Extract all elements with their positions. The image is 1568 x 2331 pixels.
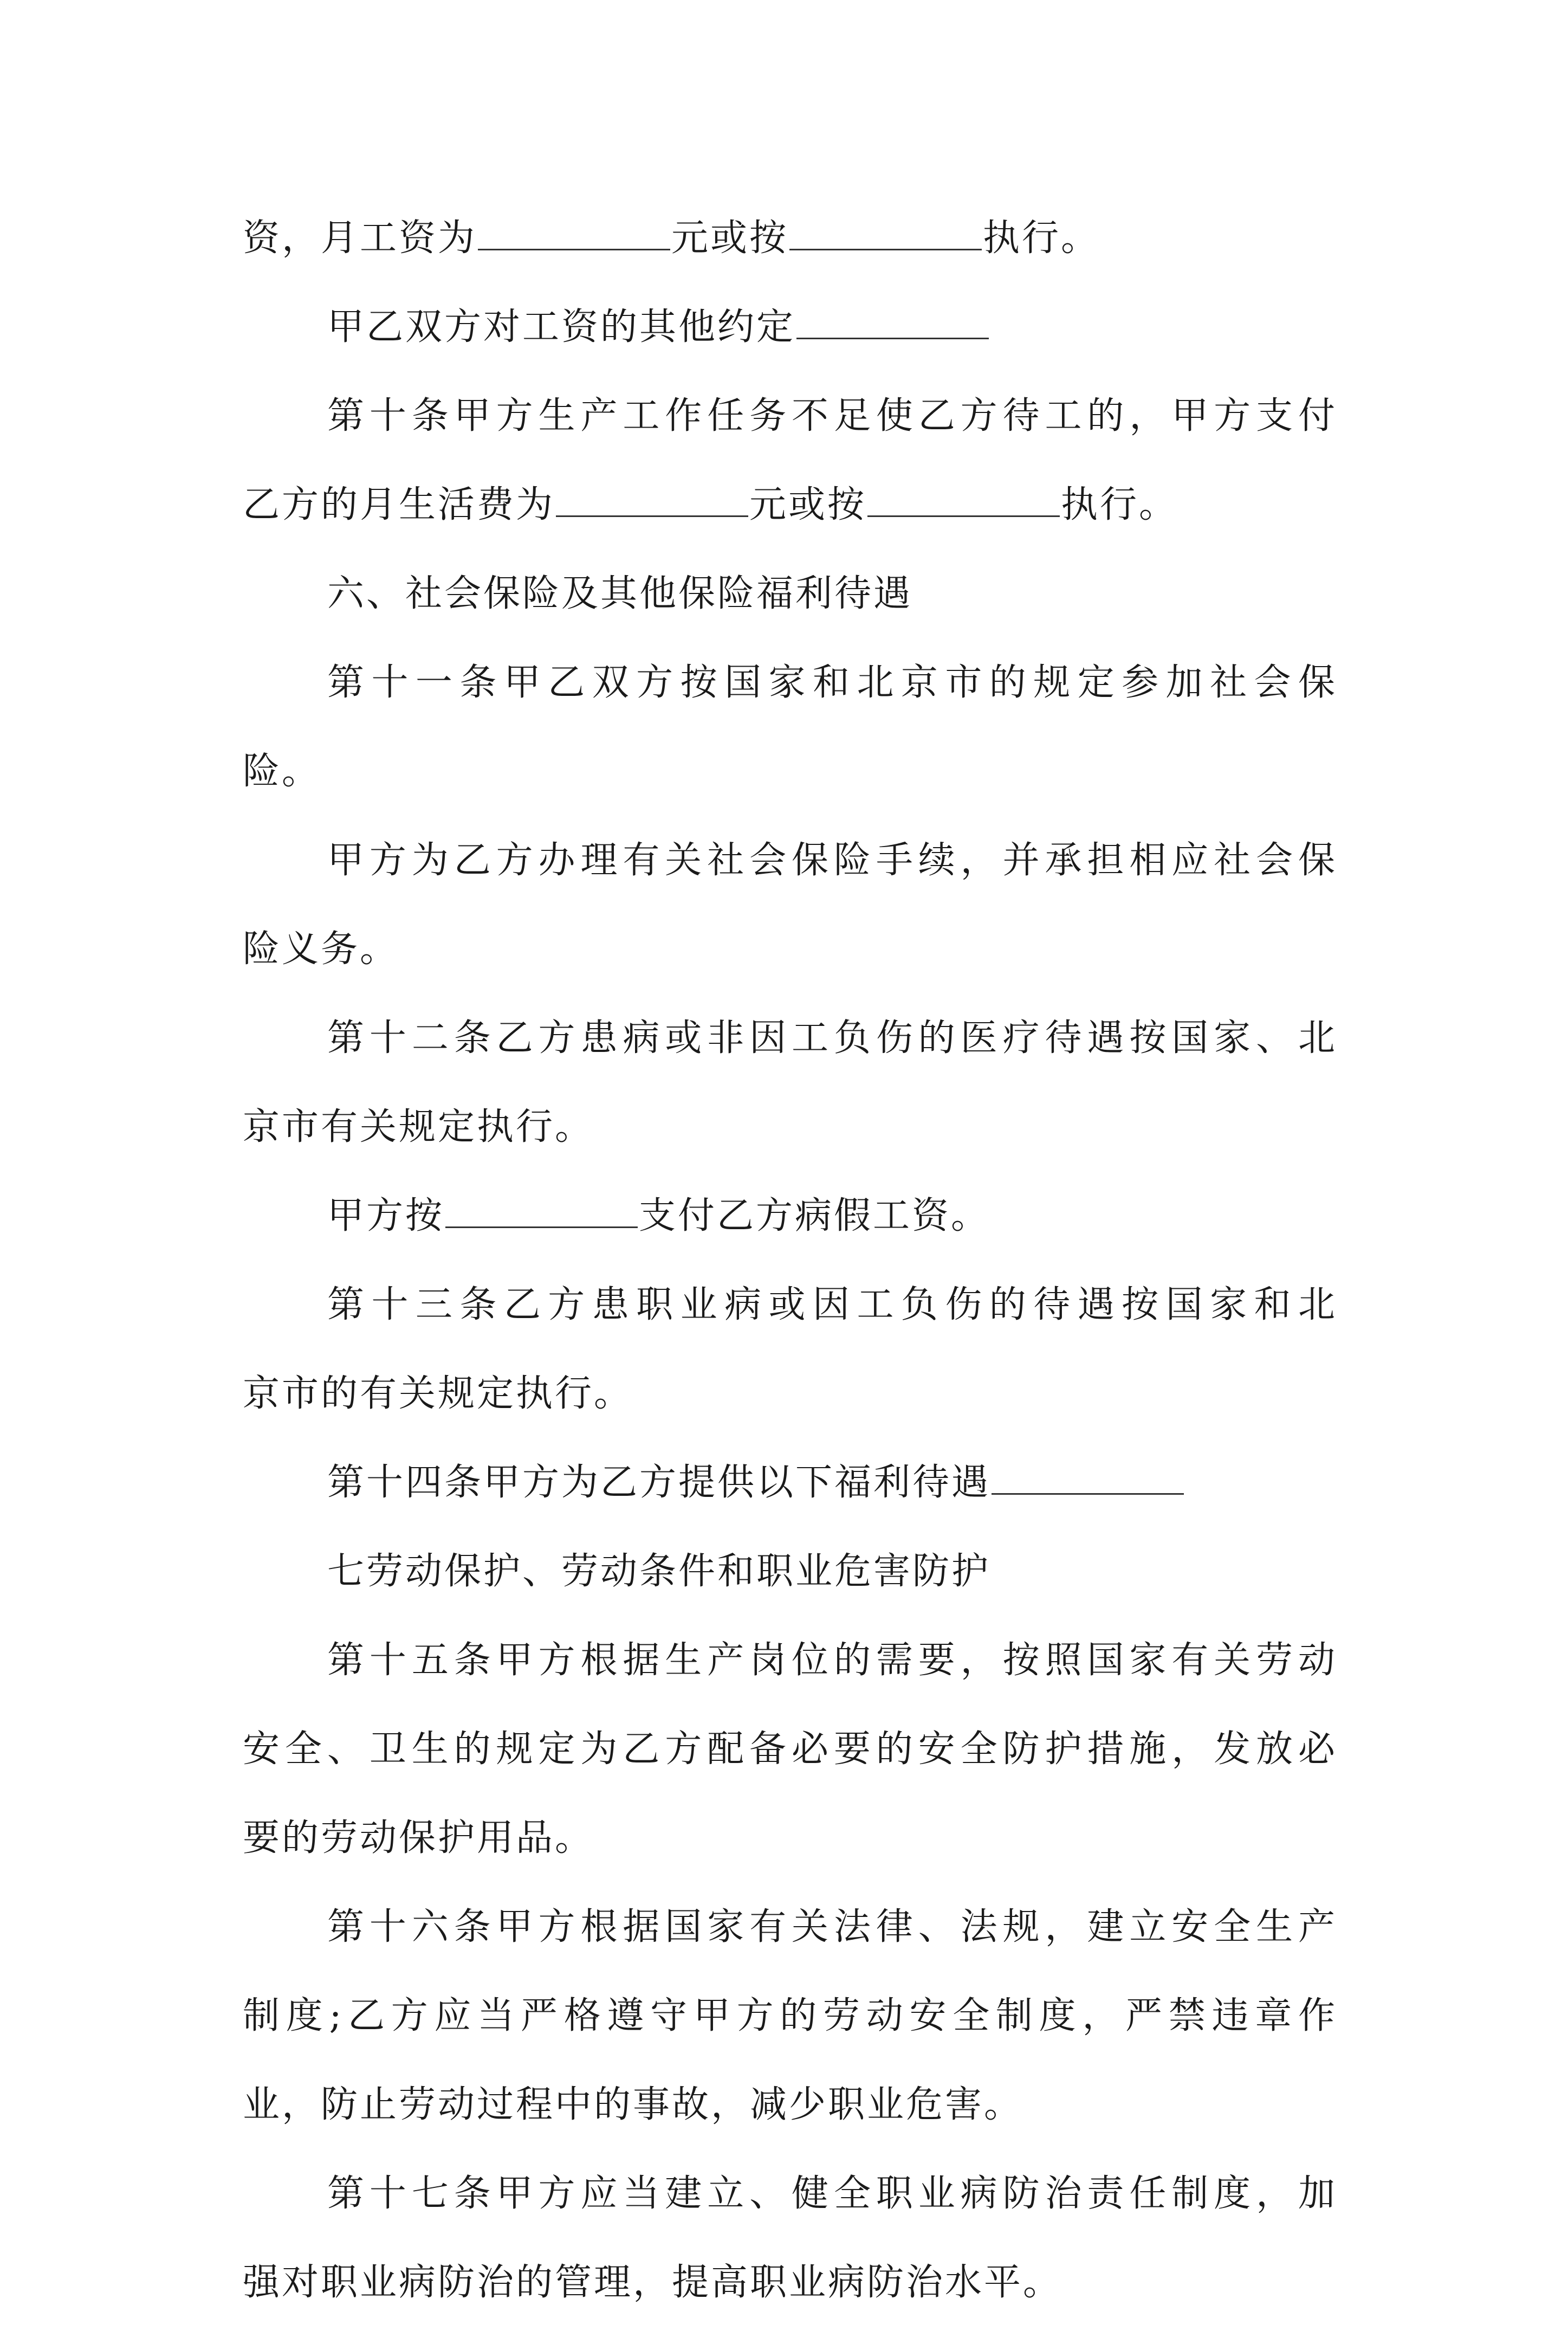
- text-line-13: 第十三条乙方患职业病或因工负伤的待遇按国家和北: [327, 1283, 1337, 1326]
- text-line-20: 第十六条甲方根据国家有关法律、法规，建立安全生产: [327, 1906, 1337, 1948]
- fill-blank-wage-basis: [789, 214, 982, 250]
- line-12-part-2: 支付乙方病假工资。: [639, 1194, 990, 1237]
- fill-blank-monthly-wage: [478, 214, 670, 250]
- text-line-9: 险义务。: [243, 928, 399, 971]
- text-line-7: 险。: [243, 750, 321, 793]
- text-line-21: 制度;乙方应当严格遵守甲方的劳动安全制度，严禁违章作: [243, 1994, 1337, 2037]
- line-4-part-2: 元或按: [749, 483, 867, 526]
- line-1-part-1: 资，月工资为: [243, 217, 477, 260]
- line-4-part-1: 乙方的月生活费为: [243, 483, 555, 526]
- line-2-part-1: 甲乙双方对工资的其他约定: [327, 306, 796, 348]
- text-line-1: [243, 198, 1337, 287]
- line-1-part-3: 执行。: [983, 217, 1100, 260]
- fill-blank-living-allowance: [556, 481, 748, 517]
- section-heading-6: 六、社会保险及其他保险福利待遇: [327, 572, 913, 615]
- line-1-part-2: 元或按: [671, 217, 789, 260]
- fill-blank-welfare: [992, 1458, 1184, 1495]
- text-line-10: 第十二条乙方患病或非因工负伤的医疗待遇按国家、北: [327, 1017, 1337, 1060]
- fill-blank-sick-pay-basis: [445, 1192, 638, 1228]
- text-line-2: [243, 287, 1337, 376]
- text-line-12: [243, 1176, 1337, 1264]
- text-line-3: 第十条甲方生产工作任务不足使乙方待工的，甲方支付: [327, 395, 1337, 437]
- text-line-4: [243, 464, 1337, 553]
- section-heading-7: 七劳动保护、劳动条件和职业危害防护: [327, 1550, 991, 1593]
- line-12-part-1: 甲方按: [327, 1194, 445, 1237]
- fill-blank-other-wage-terms: [796, 303, 989, 339]
- line-4-part-3: 执行。: [1061, 483, 1178, 526]
- document-body: [243, 198, 1337, 2331]
- text-line-23: 第十七条甲方应当建立、健全职业病防治责任制度，加: [327, 2172, 1337, 2215]
- fill-blank-allowance-basis: [867, 481, 1060, 517]
- text-line-19: 要的劳动保护用品。: [243, 1817, 594, 1859]
- text-line-24: 强对职业病防治的管理，提高职业病防治水平。: [243, 2261, 1062, 2304]
- text-line-8: 甲方为乙方办理有关社会保险手续，并承担相应社会保: [327, 839, 1337, 882]
- text-line-6: 第十一条甲乙双方按国家和北京市的规定参加社会保: [327, 661, 1337, 704]
- line-15-part-1: 第十四条甲方为乙方提供以下福利待遇: [327, 1461, 991, 1504]
- text-line-15: [243, 1442, 1337, 1531]
- text-line-17: 第十五条甲方根据生产岗位的需要，按照国家有关劳动: [327, 1639, 1337, 1682]
- text-line-22: 业，防止劳动过程中的事故，减少职业危害。: [243, 2083, 1023, 2126]
- text-line-14: 京市的有关规定执行。: [243, 1372, 633, 1415]
- text-line-11: 京市有关规定执行。: [243, 1106, 594, 1148]
- text-line-18: 安全、卫生的规定为乙方配备必要的安全防护措施，发放必: [243, 1728, 1337, 1771]
